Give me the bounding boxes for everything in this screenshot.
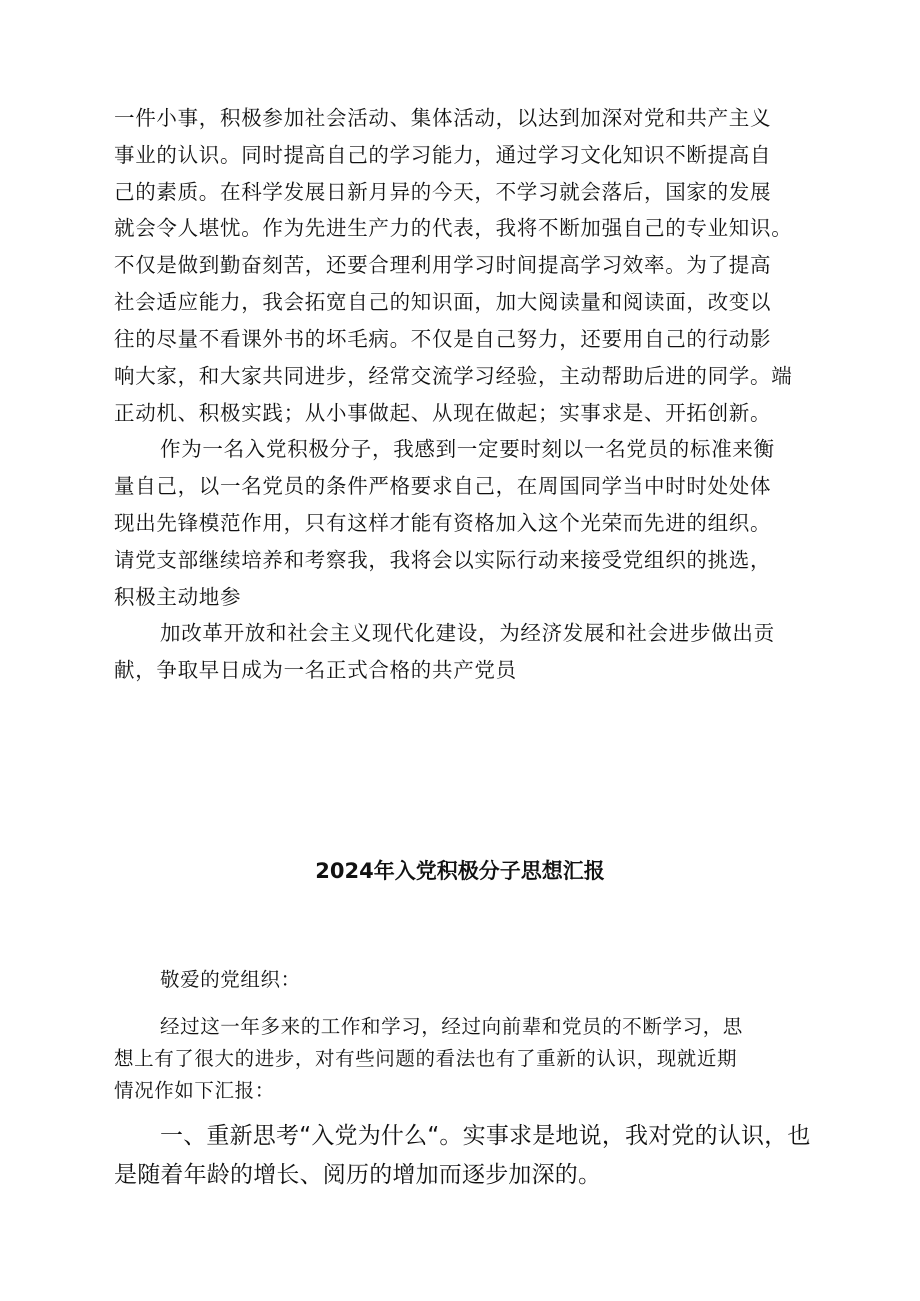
paragraph-line: 想上有了很大的进步，对有些问题的看法也有了重新的认识，现就近期 [114, 1047, 738, 1070]
report-title: 2024年入党积极分子思想汇报 [315, 859, 605, 883]
paragraph-line: 量自己，以一名党员的条件严格要求自己，在周国同学当中时时处处体 [114, 474, 772, 498]
paragraph-line: 一件小事，积极参加社会活动、集体活动，以达到加深对党和共产主义 [114, 106, 772, 130]
paragraph-line: 己的素质。在科学发展日新月异的今天，不学习就会落后，国家的发展 [114, 180, 772, 204]
section-heading-line: 一、重新思考“入党为什么“。实事求是地说，我对党的认识，也 [160, 1123, 811, 1149]
paragraph-line: 往的尽量不看课外书的坏毛病。不仅是自己努力，还要用自己的行动影 [114, 327, 772, 351]
paragraph-line: 作为一名入党积极分子，我感到一定要时刻以一名党员的标准来衡 [160, 437, 775, 461]
paragraph-line: 积极主动地参 [114, 585, 242, 609]
salutation: 敬爱的党组织： [160, 968, 301, 991]
paragraph-line: 正动机、积极实践；从小事做起、从现在做起；实事求是、开拓创新。 [114, 401, 772, 425]
paragraph-line: 加改革开放和社会主义现代化建设，为经济发展和社会进步做出贡 [160, 621, 775, 645]
paragraph-line: 献，争取早日成为一名正式合格的共产党员 [114, 658, 517, 682]
paragraph-line: 事业的认识。同时提高自己的学习能力，通过学习文化知识不断提高自 [114, 143, 772, 167]
section-heading-line: 是随着年龄的增长、阅历的增加而逐步加深的。 [114, 1162, 602, 1188]
paragraph-line: 请党支部继续培养和考察我，我将会以实际行动来接受党组织的挑选， [114, 548, 772, 572]
paragraph-line: 不仅是做到勤奋刻苦，还要合理利用学习时间提高学习效率。为了提高 [114, 253, 772, 277]
paragraph-line: 经过这一年多来的工作和学习，经过向前辈和党员的不断学习，思 [160, 1015, 743, 1038]
paragraph-line: 响大家，和大家共同进步，经常交流学习经验，主动帮助后进的同学。端 [114, 364, 793, 388]
paragraph-line: 就会令人堪忧。作为先进生产力的代表，我将不断加强自己的专业知识。 [114, 216, 793, 240]
paragraph-line: 社会适应能力，我会拓宽自己的知识面，加大阅读量和阅读面，改变以 [114, 290, 772, 314]
paragraph-line: 现出先锋模范作用，只有这样才能有资格加入这个光荣而先进的组织。 [114, 511, 772, 535]
paragraph-line: 情况作如下汇报： [114, 1079, 275, 1102]
